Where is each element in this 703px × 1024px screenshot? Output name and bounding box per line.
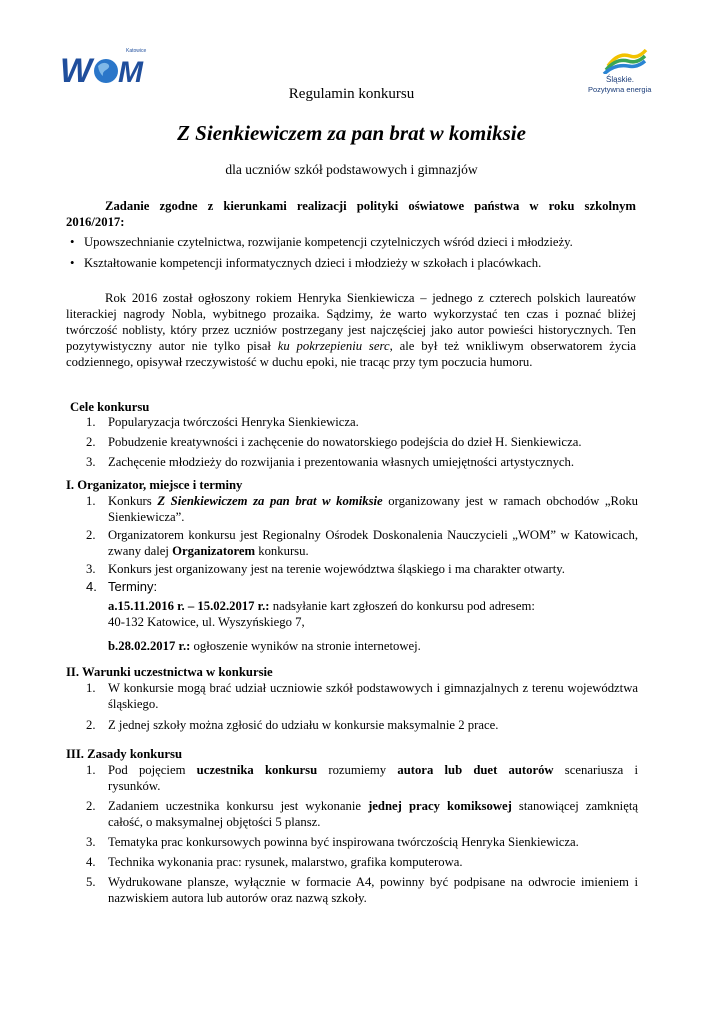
list-item: 2. Organizatorem konkursu jest Regionalny Ośrodek Doskonalenia Nauczycieli „WOM” w Katowicach, zwany dalej Organizatorem konkursu. xyxy=(86,528,638,558)
svg-text:W: W xyxy=(60,52,93,90)
list-item: 2. Z jednej szkoły można zgłosić do udziału w konkursie maksymalnie 2 prace. xyxy=(86,718,499,732)
list-item: 4. Terminy: xyxy=(86,579,158,594)
document-title: Z Sienkiewiczem za pan brat w komiksie xyxy=(177,121,526,145)
rules-heading: III. Zasady konkursu xyxy=(66,747,183,761)
list-item: • Upowszechnianie czytelnictwa, rozwijanie kompetencji czytelniczych wśród dzieci i młodzieży. xyxy=(70,235,573,249)
svg-text:M: M xyxy=(118,56,143,89)
list-item: 2. Zadaniem uczestnika konkursu jest wykonanie jednej pracy komiksowej stanowiącej zamkniętą całość, o maksymalnej objętości 5 plansz. xyxy=(86,799,638,829)
list-item: 1. W konkursie mogą brać udział uczniowie szkół podstawowych i gimnazjalnych z terenu województwa śląskiego. xyxy=(86,681,638,711)
document-kicker: Regulamin konkursu xyxy=(288,86,415,102)
slaskie-wave-icon xyxy=(594,40,654,74)
list-item: 1. Pod pojęciem uczestnika konkursu rozumiemy autora lub duet autorów scenariusza i rysunków. xyxy=(86,763,639,793)
bullet-icon: • xyxy=(70,235,75,249)
goals-list xyxy=(86,414,638,470)
list-item: • Kształtowanie kompetencji informatycznych dzieci i młodzieży w szkołach i placówkach. xyxy=(70,256,542,270)
wom-subtext: Katowice xyxy=(126,48,147,54)
goals-heading: Cele konkursu xyxy=(70,400,150,414)
organizer-list xyxy=(86,493,639,595)
list-item: 3. Konkurs jest organizowany jest na terenie województwa śląskiego i ma charakter otwarty. xyxy=(86,562,565,576)
task-bullet-list xyxy=(70,234,644,271)
list-item: 3. Zachęcenie młodzieży do rozwijania i prezentowania własnych umiejętności artystycznych. xyxy=(86,455,575,469)
task-heading-line1: Zadanie zgodne z kierunkami realizacji polityki oświatowe państwa w roku szkolnym xyxy=(105,199,636,213)
organizer-heading: I. Organizator, miejsce i terminy xyxy=(66,478,243,492)
rules-list xyxy=(86,762,639,906)
list-item: 1. Popularyzacja twórczości Henryka Sienkiewicza. xyxy=(86,415,359,429)
intro-italic: ku pokrzepieniu serc xyxy=(277,339,390,353)
conditions-list xyxy=(86,680,638,733)
term-b: b.28.02.2017 r.: ogłoszenie wyników na stronie internetowej. xyxy=(108,639,421,653)
slaskie-slogan: Pozytywna energia xyxy=(588,85,652,94)
task-heading-line2: 2016/2017: xyxy=(66,215,125,229)
list-item: 1. Konkurs Z Sienkiewiczem za pan brat w komiksie organizowany jest w ramach obchodów „Roku Sienkiewicza”. xyxy=(86,494,639,524)
list-item: 4. Technika wykonania prac: rysunek, malarstwo, grafika komputerowa. xyxy=(86,855,463,869)
list-item: 3. Tematyka prac konkursowych powinna być inspirowana twórczością Henryka Sienkiewicza. xyxy=(86,835,579,849)
term-a: a.15.11.2016 r. – 15.02.2017 r.: nadsyłanie kart zgłoszeń do konkursu pod adresem: 40-132 Katowice, ul. Wyszyńskiego 7, xyxy=(108,599,535,629)
conditions-heading: II. Warunki uczestnictwa w konkursie xyxy=(66,665,273,679)
list-item: 5. Wydrukowane plansze, wyłącznie w formacie A4, powinny być podpisane na odwrocie imieniem i nazwiskiem autora lub autorów oraz nazwą szkoły. xyxy=(86,875,638,905)
bullet-icon: • xyxy=(70,256,75,270)
slaskie-name: Śląskie. xyxy=(606,75,635,84)
document-subtitle: dla uczniów szkół podstawowych i gimnazjów xyxy=(225,162,478,177)
intro-paragraph: Rok 2016 został ogłoszony rokiem Henryka Sienkiewicza – jednego z czterech polskich laureatów literackiej nagrody Nobla, wybitnego prozaika. Sądzimy, że warto wykorzystać ten czas i poznać bliżej twórczość noblisty, który przez uczniów postrzegany jest najczęściej jako autor powieści historycznych. Ten pozytywistyczny autor nie tylko pisał ku pokrzepieniu serc, ale był też wnikliwym obserwatorem życia codziennego, opisywał rzeczywistość w duchu epoki, nie tracąc przy tym poczucia humoru. xyxy=(66,291,636,369)
task-heading xyxy=(66,198,636,230)
list-item: 2. Pobudzenie kreatywności i zachęcenie do nowatorskiego podejścia do dzieł H. Sienkiewicza. xyxy=(86,435,582,449)
